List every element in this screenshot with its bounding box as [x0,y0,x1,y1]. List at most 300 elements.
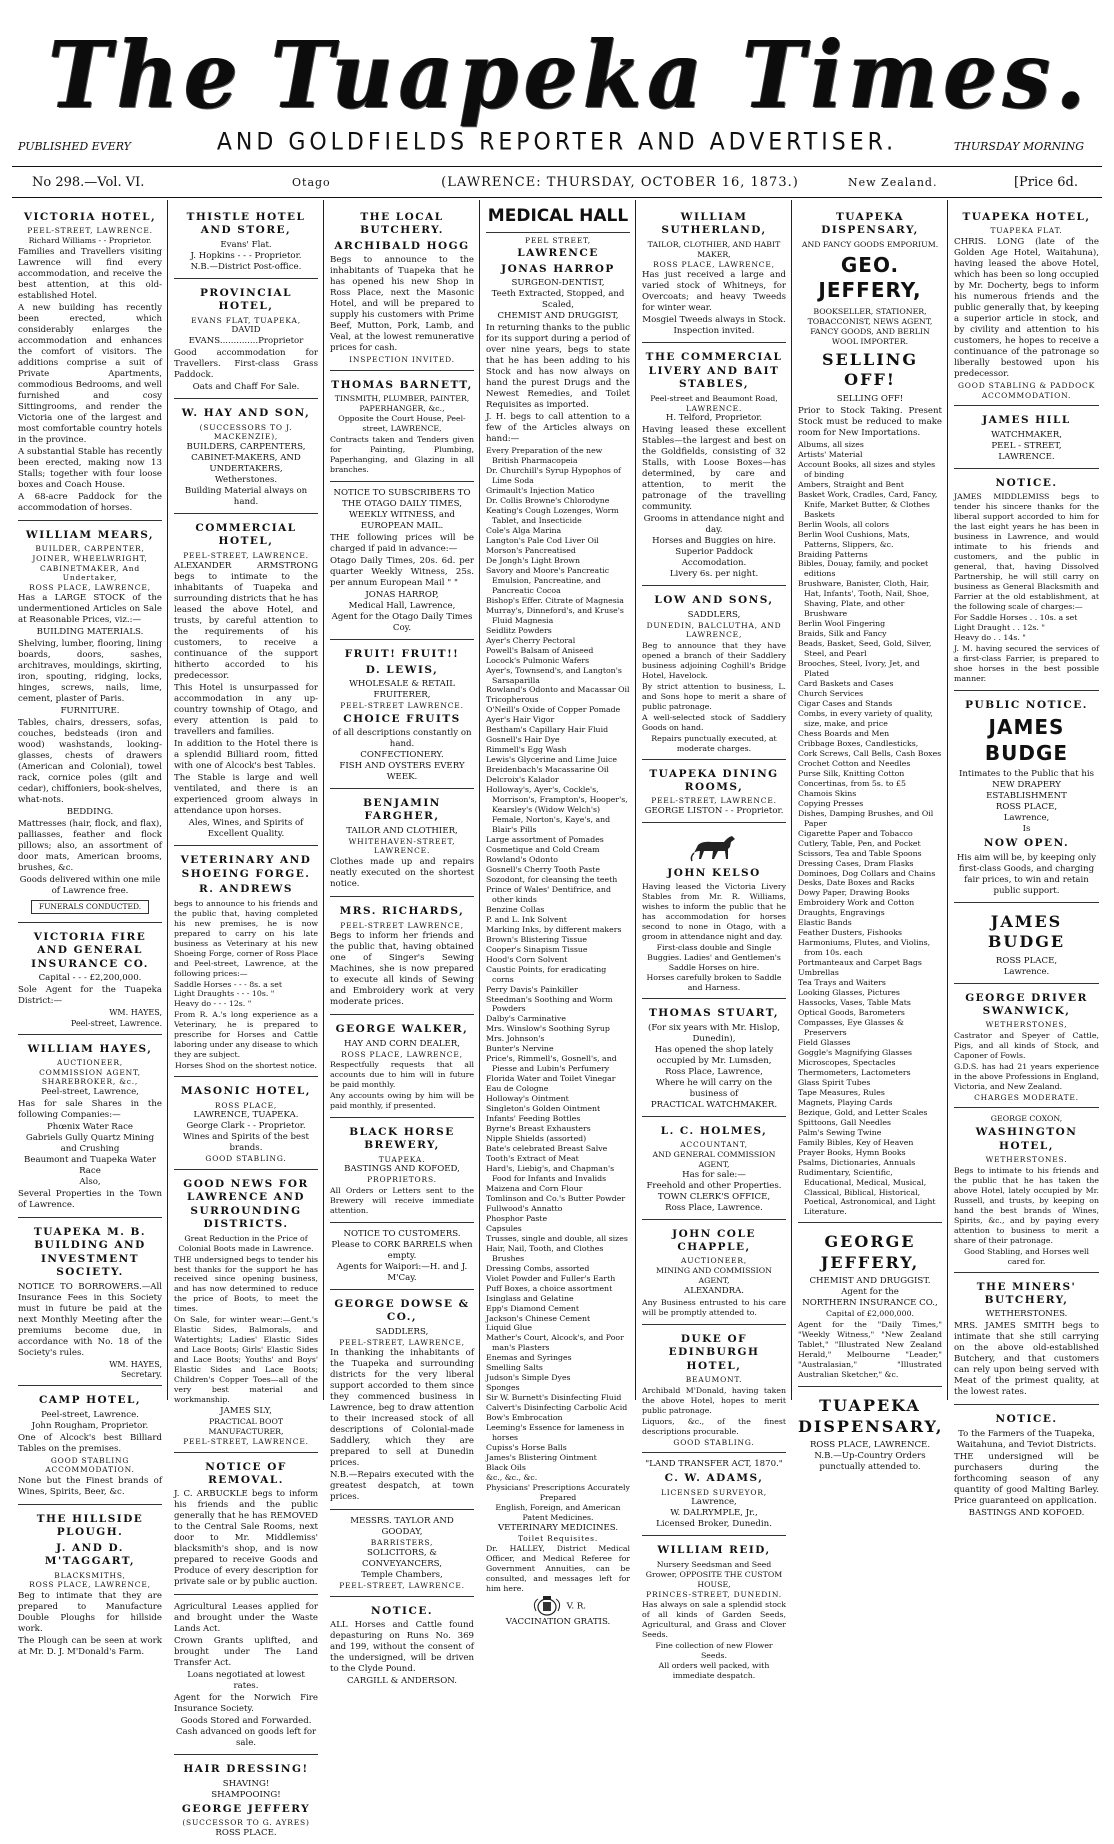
ad-heading: GEORGE JEFFERY [181,1802,311,1815]
list-item: Tooth's Extract of Meat [486,1154,579,1163]
list-item: Crochet Cotton and Needles [798,758,911,768]
list-item: Seidlitz Powders [486,625,552,635]
ad-text: Inspection invited. [673,326,755,337]
ad-address: DUNEDIN, BALCLUTHA, AND LAWRENCE, [646,620,782,640]
ad-text: In addition to the Hotel there is a splendid Billiard room, fitted with one of Alcock's best Tables. [174,739,318,772]
ad-subheading: SOLICITORS, & CONVEYANCERS, [362,1548,442,1569]
list-item: Prayer Books, Hymn Books [798,1147,906,1157]
list-item: Grimault's Injection Matico [486,486,595,496]
issue-date: (LAWRENCE: THURSDAY, OCTOBER 16, 1873.) [441,174,799,190]
ad-heading: GEORGE WALKER, [335,1023,469,1036]
list-item: Cigar Cases and Stands [798,699,893,709]
list-item: Bestham's Capillary Hair Fluid [486,725,609,735]
list-item: Purse Silk, Knitting Cotton [798,768,905,778]
ad-text: N.B.—District Post-office. [190,261,302,272]
ad-text: Archibald M'Donald, having taken the above Hotel, hopes to merit public patronage. [642,1385,786,1415]
list-item: Ayer's, Townsend's, and Langton's Sarsaparilla [486,665,622,685]
ad-heading: TUAPEKA DISPENSARY, [798,1396,944,1436]
ad-address: Ross Place, Lawrence. [665,1202,763,1213]
ad-thistle-hotel [174,206,318,279]
list-item: Caustic Points, for eradicating corns [486,964,607,984]
list-item: Bunter's Nervine [486,1044,554,1054]
ad-heading: W. HAY AND SON, [181,407,311,420]
ad-text: Good accommodation for Travellers. First-class Grass Paddock. [174,348,318,381]
ad-address: PEEL-STREET, LAWRENCE. [651,796,777,806]
ad-subheading: SADDLERS, [687,609,741,620]
ad-heading: NOTICE TO CUSTOMERS. [343,1228,461,1239]
ad-taylor-gooday [330,1513,474,1596]
ad-building-society [18,1221,162,1386]
list-item: Mather's Court, Alcock's, and Poor man's Plasters [486,1333,624,1353]
list-item: Cribbage Boxes, Candlesticks, [798,738,919,748]
ad-low-and-sons [642,589,786,759]
ad-subheading: TINSMITH, PLUMBER, PAINTER, PAPERHANGER, &c., [334,394,470,414]
ad-heading: BLACK HORSE BREWERY, [349,1125,455,1152]
ad-hay-and-son [174,402,318,514]
horse-icon [688,833,740,863]
list-item: Dowy Paper, Drawing Books [798,888,910,898]
ad-heading: FRUIT! FRUIT!! [344,648,460,661]
ad-heading: ARCHIBALD HOGG [334,239,470,252]
ad-text: The Stable is large and well ventilated, and there is an experienced groom always in attendance upon horses. [174,773,318,817]
ad-signature: BASTINGS AND KOFOED. [968,1507,1085,1518]
ad-address: PEEL STREET, [525,235,591,245]
ad-text: Please to CORK BARRELS when empty. [331,1239,473,1261]
list-item: Benzine Collas [486,904,545,914]
ad-address: PEEL-STREET, LAWRENCE. [339,1581,465,1590]
ad-heading: THE COMMERCIAL LIVERY AND BAIT STABLES, [645,351,783,391]
list-item: Delcroix's Kalador [486,775,559,785]
ad-subheading: SURGEON-DENTIST, [511,278,605,289]
ad-text: of all descriptions constantly on hand. [332,728,472,749]
list-item: Church Services [798,689,864,699]
ad-subheading: LICENSED SURVEYOR, [661,1487,767,1497]
ad-capital: Capital - - - £2,200,000. [38,973,142,984]
ad-subheading: SHAMPOOING! [211,1789,281,1800]
ad-text: Castrator and Speyer of Cattle, Pigs, and all kinds of Stock, and Caponer of Fowls. [954,1030,1099,1060]
list-item: Dr. Churchill's Syrup Hypophos of Lime Soda [486,466,621,486]
advert-columns [12,200,1104,1838]
royal-coat-of-arms-icon [530,1595,564,1617]
list-item: &c., &c., &c. [486,1473,538,1482]
ad-james-hill [954,409,1099,468]
ad-text: JAMES MIDDLEMISS begs to tender his sincere thanks for the liberal support accorded to him for the last eight years he has been in business in Lawrence, and would intimate to his friends and customers, and the public in general, that, having Dissolved Partnership, he will still carry on business as General Blacksmith and Farrier at the old establishment, at the following scale of charges:— [954,492,1099,611]
column-6 [792,200,948,1473]
ad-heading: TUAPEKA M. B. BUILDING AND INVESTMENT SOCIETY. [33,1226,147,1279]
ad-text: J. H. begs to call attention to a few of the Articles always on hand:— [486,412,630,445]
list-item: Cooper's Sinapism Tissue [486,944,588,954]
ad-text: His aim will be, by keeping only first-class Goods, and charging fair prices, to win and retain public support. [956,852,1097,896]
ad-text: THE undersigned begs to tender his best thanks for the support he has received since opening business, and has now determined to reduce the price of Boots, to meet the times. [174,1254,318,1314]
ad-washington-hotel [954,1111,1099,1272]
ad-subheading: CHEMIST AND DRUGGIST, [497,311,619,322]
list-item: Phosphor Paste [486,1213,548,1223]
ad-heading: L. C. HOLMES, [660,1124,768,1137]
ad-text: On Sale, for winter wear:—Gent.'s Elastic Sides, Balmorals, and Watertights; Ladies' Elastic Sides and Lace Boots; Girls' Elastic Sides and Lace Boots; Youths' and Boys' Elastic Sides and Lace Boots; Children's Copper Toes—all of the very best material and workmanship. [174,1315,318,1405]
ad-signature: JONAS HARROP, [365,590,439,601]
list-item: Langton's Pale Cod Liver Oil [486,535,599,545]
ad-heading: VETERINARY AND SHOEING FORGE. [180,854,312,880]
ad-price-line: Saddle Horses - - - 8s. a set [174,979,283,989]
list-item: Rimmell's Egg Wash [486,745,567,755]
list-item: Gosnell's Cherry Tooth Paste [486,864,601,874]
ad-signature: PRACTICAL BOOT MANUFACTURER, [208,1417,284,1437]
list-item: Card Baskets and Cases [798,679,894,689]
ad-text: N.B.—Up-Country Orders punctually attended to. [814,1451,926,1473]
ad-subheading: SELLING OFF! [836,393,904,404]
dateline [12,166,1102,198]
list-item: Draughts, Engravings [798,908,885,918]
column-5 [636,200,792,1680]
list-item: Berlin Wool Fingering [798,619,886,629]
list-item: Dalby's Carminative [486,1014,566,1024]
list-item: Hood's Corn Solvent [486,954,568,964]
ad-text: Mosgiel Tweeds always in Stock. [642,315,786,326]
ad-subheading: MINING AND COMMISSION AGENT, [656,1266,772,1285]
list-item: Florida Water and Toilet Vinegar [486,1074,616,1084]
ad-text: Begs to intimate to his friends and the public that he has taken the above Hotel, lately occupied by Mr. Russell, and trusts, by keeping on hand the best brands of Wines, Spirits, &c., and by paying every attention to business to merit a share of their patronage. [954,1165,1099,1245]
column-2 [168,200,324,1838]
thursday-morning-label: THURSDAY MORNING [953,140,1084,153]
ad-subheading: NEW DRAPERY ESTABLISHMENT [986,780,1067,802]
ad-town: LAWRENCE [517,247,599,260]
list-item: Locock's Pulmonic Wafers [486,655,590,665]
list-item: Sponges [486,1383,520,1393]
list-item: Glass Spirit Tubes [798,1077,871,1087]
ad-text: Repairs punctually executed, at moderate charges. [651,733,777,753]
ad-address: WETHERSTONES. [985,1309,1068,1320]
ad-address: Evans' Flat. [220,239,272,250]
ad-text: Has for sale Shares in the following Companies:— [18,1099,162,1120]
ad-address: ROSS PLACE, LAWRENCE, [653,259,775,269]
ad-text: Beg to announce that they have opened a branch of their Saddlery business adjoining Coghill's Bridge Hotel, Havelock. [642,640,786,680]
ad-subheading: AUCTIONEER, [681,1256,747,1266]
list-item: Artists' Material [798,449,863,459]
ad-camp-hotel [18,1389,162,1505]
ad-duke-of-edinburgh [642,1328,786,1453]
list-item: Harmoniums, Flutes, and Violins, from 10s. each [798,938,931,958]
list-item: Looking Glasses, Pictures [798,988,900,998]
ad-miners-butchery [954,1276,1099,1406]
list-item: Concertinas, from 5s. to £5 [798,778,906,788]
ad-text: G.D.S. has had 21 years experience in the above Professions in England, Victoria, and New Zealand. [954,1061,1099,1091]
list-item: Hassocks, Vases, Table Mats [798,998,911,1008]
ad-text: Has a LARGE STOCK of the undermentioned Articles on Sale at Reasonable Prices, viz.:— [18,593,162,626]
ad-george-dowse [330,1293,474,1510]
list-item: P. and L. Ink Solvent [486,914,567,924]
ad-subheading: BUILDER, CARPENTER, JOINER, WHEELWRIGHT, CABINETMAKER, And Undertaker, [32,544,148,583]
issue-price: [Price 6d. [1013,174,1078,190]
ad-text: Great Reduction in the Price of Colonial Boots made in Lawrence. [178,1233,314,1253]
list-item: Umbrellas [798,968,839,978]
ad-text: One of Alcock's best Billiard Tables on the premises. [18,1432,162,1454]
list-item: Braids, Silk and Fancy [798,629,887,639]
list-item: Beads, Basket, Seed, Gold, Silver, Steel, and Pearl [798,639,932,659]
ad-subheading: BEAUMONT. [685,1375,743,1385]
ad-proprietor: DAVID EVANS..............Proprietor [188,325,304,347]
ad-list-item: Also, [79,1177,101,1187]
ad-address: Peel-street and Beaumont Road, [650,393,778,403]
ad-text: Toilet Requisites. [517,1533,599,1543]
ad-text: (For six years with Mr. Hislop, Dunedin), [648,1022,780,1044]
ad-notice-customers [330,1226,474,1290]
list-item: Ayer's Cherry Pectoral [486,635,576,645]
ad-address: Lawrence, [691,1497,737,1508]
ad-text: Agent for the "Daily Times," "Weekly Witness," "New Zealand Tablet," "Illustrated New Zealand Herald," Melbourne "Leader," "Australasian," "Illustrated Australian Sketcher," &c. [798,1320,942,1380]
list-item: Holloway's Ointment [486,1094,569,1104]
ad-price-line: Light Draughts - - - 10s. " [174,989,275,999]
ad-text: Is [1022,824,1031,835]
ad-text: Begs to inform her friends and the public that, having obtained one of Singer's Sewing Machines, she is now prepared to execute all kinds of Sewing and Embroidery work at very moderate prices. [330,931,474,1008]
list-item: Mrs. Johnson's [486,1034,545,1044]
ad-address: TUAPEKA FLAT. [990,226,1063,236]
ad-signature: Peel-street, Lawrence. [70,1018,162,1028]
ad-text: BASTINGS AND KOFOED, [344,1164,460,1175]
ad-local-butchery [330,206,474,371]
list-item: Dressing Combs, assorted [486,1263,590,1273]
ad-text: Having leased the Victoria Livery Stables from Mr. R. Williams, wishes to inform the public that he has accommodation for horses second to none in Otago, with a groom in attendance night and day. [642,882,786,942]
list-item: Gosnell's Hair Dye [486,735,560,745]
list-item: Tomlinson and Co.'s Butter Powder [486,1193,626,1203]
list-item: Family Bibles, Key of Heaven [798,1137,914,1147]
ad-text: Crown Grants uplifted, and brought under The Land Transfer Act. [174,1636,318,1669]
ad-hair-dressing [174,1758,318,1843]
ad-text: By strict attention to business, L. and Sons hope to merit a share of public patronage. [642,681,786,711]
ad-text: Ales, Wines, and Spirits of Excellent Quality. [188,818,304,840]
ad-text: In returning thanks to the public for its support during a period of over nine years, begs to state that he has been adding to his Stock and has now always on hand the purest Drugs and the Newest Remedies, and Toilet Requisites as imported. [486,323,630,411]
ad-list-item: Phœnix Water Race [47,1122,133,1132]
ad-price-line: Heavy do . . 14s. " [954,632,1026,642]
ad-text: Prior to Stock Taking. Present Stock must be reduced to make room for New Importations. [798,405,942,438]
ad-address: ROSS PLACE, LAWRENCE, [29,1580,151,1590]
list-item: Bezique, Gold, and Letter Scales [798,1107,928,1117]
dateline-otago: Otago [292,175,331,189]
ad-heading: DUKE OF EDINBURGH HOTEL, [668,1332,760,1372]
ad-signature: Agent for the Otago Daily Times Coy. [331,612,473,634]
ad-big-heading: JAMES BUDGE [987,911,1066,952]
ad-list-item: Gabriels Gully Quartz Mining and Crushing [25,1133,155,1154]
ad-victoria-fire-insurance [18,926,162,1035]
ad-address: Wetherstones. [214,474,278,485]
list-item: Scissors, Tea and Table Spoons [798,848,922,858]
ad-subheading: BUILDERS, CARPENTERS, CABINET-MAKERS, AND UNDERTAKERS, [186,441,306,474]
ad-george-walker [330,1018,474,1118]
ad-address: PEEL-STREET LAWRENCE. [340,700,464,710]
list-item: Bishop's Effer. Citrate of Magnesia [486,595,624,605]
ad-address: Ross Place, Lawrence, [665,1066,763,1077]
list-item: Mrs. Winslow's Soothing Syrup [486,1024,610,1034]
ad-price-line: For Saddle Horses . . 10s. a set [954,612,1078,622]
list-item: Breidenbach's Macassarine Oil [486,765,609,775]
list-item: Thermometers, Lactometers [798,1067,911,1077]
ad-address: PEEL-STREET, LAWRENCE. [183,550,309,560]
ad-heading: GEORGE DRIVER SWANWICK, [965,991,1088,1017]
ad-text: All orders well packed, with immediate despatch. [658,1661,770,1680]
ad-text: Any Business entrusted to his care will be promptly attended to. [642,1297,786,1317]
ad-text: Freehold and other Properties. [646,1180,782,1191]
ad-commercial-hotel [174,517,318,846]
ad-subheading: GEORGE COXON, [990,1114,1063,1124]
list-item: Cole's Alga Marina [486,525,562,535]
list-item: Embroidery Work and Cotton [798,898,915,908]
list-item: Combs, in every variety of quality, size, make, and price [798,709,933,728]
list-item: Goggle's Magnifying Glasses [798,1047,913,1057]
ad-text: J. C. ARBUCKLE begs to inform his friends and the public generally that he has REMOVED to the Central Sale Rooms, next door to Mr. Middlemiss' blacksmith's shop, and is now prepared to receive Goods and Produce of every description for private sale or by public auction. [174,1489,318,1588]
ad-text: CONFECTIONERY. [360,750,444,760]
list-item: Isinglass and Gelatine [486,1293,574,1303]
ad-text: NORTHERN INSURANCE CO., [802,1298,938,1309]
ad-text: Goods delivered within one mile of Lawrence free. [19,875,161,897]
ad-land-transfer [642,1456,786,1536]
ad-agricultural-leases [174,1598,318,1755]
ad-text: Horses Shod on the shortest notice. [175,1061,317,1071]
list-item: Chess Boards and Men [798,728,890,738]
ad-subheading: TUAPEKA. [378,1154,426,1164]
ad-heading: THE MINERS' BUTCHERY, [976,1280,1077,1306]
ad-signature: WM. HAYES, [109,1008,162,1018]
masthead [0,0,1114,170]
ad-text: Licensed Broker, Dunedin. [656,1519,772,1530]
ad-signature: Medical Hall, Lawrence, [348,601,456,612]
ad-text: PROPRIETORS. [367,1175,437,1185]
ad-section-heading: CHOICE FRUITS [343,712,461,725]
ad-text: English, Foreign, and American Patent Medicines. [495,1502,621,1522]
ad-price-line: Light Draught . . 12s. " [954,622,1045,632]
ad-subheading: HAY AND CORN DEALER, [344,1038,460,1049]
list-item: Cigarette Paper and Tobacco [798,828,913,838]
ad-text: ALL Horses and Cattle found depasturing on Runs No. 369 and 199, without the consent of the undersigned, will be driven to the Clyde Pound. [330,1620,474,1675]
ad-text: In thanking the inhabitants of the Tuapeka and surrounding districts for the very liberal support accorded to them since they commenced business in Lawrence, beg to draw attention to their increased stock of all descriptions of Colonial-made Saddlery, which they are prepared to sell at Dunedin prices. [330,1348,474,1469]
ad-heading: NOTICE. [371,1604,433,1617]
ad-james-budge-2 [954,906,1099,984]
ad-text: N.B.—Repairs executed with the greatest despatch, at town prices. [330,1470,474,1503]
ad-text: A new building has recently been erected, which considerably enlarges the accommodation and enhances the comfort of visitors. The additions comprise a suit of Private Apartments, commodious Bedrooms, and well furnished and cosy Sittingrooms, and render the Victoria one of the largest and most comfortable country hotels in the province. [18,303,162,445]
list-item: Rowland's Odonto [486,854,558,864]
list-item: Trusses, single and double, all sizes [486,1233,628,1243]
ad-william-sutherland [642,206,786,343]
newspaper-subtitle: AND GOLDFIELDS REPORTER AND ADVERTISER. [216,128,898,157]
list-item: James's Blistering Ointment [486,1453,597,1463]
list-item: Chamois Skins [798,788,857,798]
ad-address: Peel-street, Lawrence, [41,1087,139,1097]
ad-text: Capital of £2,000,000. [825,1309,915,1319]
ad-heading: TUAPEKA DINING ROOMS, [649,767,779,793]
ad-subheading: WHOLESALE & RETAIL FRUITERER, [349,678,455,700]
list-item: Tricopherous [486,695,539,705]
ad-address: EVANS FLAT, TUAPEKA, [191,315,301,325]
list-item: Capsules [486,1223,522,1233]
ad-thomas-stuart [642,1002,786,1116]
list-item: Maizena and Corn Flour [486,1183,583,1193]
list-item: De Jongh's Light Brown [486,555,580,565]
ad-heading: THOMAS BARNETT, [331,378,473,391]
ad-signature: Secretary. [120,1369,162,1379]
list-item: Calvert's Disinfecting Carbolic Acid [486,1403,628,1413]
ad-signature: JAMES SLY, [220,1406,272,1417]
ad-heading: PROVINCIAL HOTEL, [199,286,293,313]
list-item: Account Books, all sizes and styles of binding [798,459,936,479]
ad-tuapeka-dispensary [798,1390,942,1478]
ad-subheading: AUCTIONEER, [57,1058,123,1068]
ad-text: Agents for Waipori:—H. and J. M'Cay. [336,1261,468,1283]
ad-text: Beg to intimate that they are prepared to Manufacture Double Ploughs for hillside work. [18,1590,162,1634]
list-item: Optical Goods, Barometers [798,1008,905,1018]
list-item: Morson's Pancreatised [486,545,576,555]
list-item: Holloway's, Ayer's, Cockle's, Morrison's, Frampton's, Hooper's, Kearsley's (Widow Welch's) Female, Norton's, Kaye's, and Blair's Pills [486,785,628,835]
list-item: Dr. Collis Browne's Chlorodyne [486,496,610,506]
ad-text: Has opened the shop lately occupied by Mr. Lumsden, [654,1044,774,1066]
ad-text: FISH AND OYSTERS EVERY WEEK. [339,761,465,782]
ad-text: Dr. HALLEY, District Medical Officer, and Medical Referee for Government Annuities, can be consulted, and messages left for him here. [486,1544,630,1594]
ad-address: ROSS PLACE, [995,955,1058,966]
ad-good-news-boots [174,1173,318,1453]
ad-proprietor: J. Hopkins - - - Proprietor. [190,250,302,261]
ad-tuapeka-hotel [954,206,1099,406]
ad-william-mears [18,524,162,923]
ad-signature: WM. HAYES, [109,1359,162,1369]
ad-heading: WILLIAM REID, [657,1544,771,1557]
royal-arms-line [486,1595,630,1617]
list-item: Magnets, Playing Cards [798,1097,893,1107]
list-item: Sir W. Burnett's Disinfecting Fluid [486,1393,622,1403]
ad-subheading: SHAVING! [222,1778,270,1789]
list-item: Copying Presses [798,798,864,808]
ad-text: Shelving, lumber, flooring, lining boards, doors, sashes, architraves, mouldings, skirting, iron, spouting, ridging, locks, hinges, screws, nails, lime, cement, plaster of Paris. [18,639,162,705]
list-item: Brushware, Banister, Cloth, Hair, Hat, Infants', Tooth, Nail, Shoe, Shaving, Plate, and other Brushware [798,579,930,619]
ad-subheading: (SUCCESSORS TO J. MACKENZIE), [199,422,293,442]
list-item: Elastic Bands [798,918,852,928]
ad-notice-of-removal [174,1456,318,1596]
ad-price-line: Heavy do - - - 12s. " [174,999,252,1009]
ad-text: GOOD STABLING. [673,1437,755,1447]
column-3 [324,200,480,1687]
ad-heading: NOTICE TO SUBSCRIBERS TO THE OTAGO DAILY TIMES, WEEKLY WITNESS, and EUROPEAN MAIL. [333,488,471,532]
ad-provincial-hotel [174,282,318,399]
ad-proprietor: GEORGE LISTON - - Proprietor. [644,806,784,817]
ad-section-heading: BUILDING MATERIALS. [36,627,144,638]
ad-subheading: NOW OPEN. [983,837,1070,850]
funerals-box: FUNERALS CONDUCTED. [31,900,148,914]
ad-text: Good Stabling, and Horses well cared for. [964,1246,1089,1266]
ad-heading: JAMES HILL [982,414,1071,427]
list-item: Berlin Wool Cushions, Mats, Patterns, Slippers, &c. [798,529,910,549]
list-item: Keating's Cough Lozenges, Worm Tablet, and Insecticide [486,506,619,525]
ad-subheading: TAILOR, CLOTHIER, AND HABIT MAKER, [647,239,781,259]
ad-heading: JOHN COLE CHAPPLE, [672,1227,756,1253]
list-item: Cork Screws, Call Bells, Cash Boxes [798,748,942,758]
ad-subheading: TAILOR AND CLOTHIER, [346,825,458,836]
ad-section-heading: BEDDING. [66,807,114,818]
ad-address: ALEXANDRA. [683,1285,745,1296]
vr-mark: V. R. [566,1601,587,1612]
ad-text: Families and Travellers visiting Lawrence will find every accommodation, and receive the best attention, at this old-established Hotel. [18,247,162,301]
ad-heading: C. W. ADAMS, [664,1472,764,1485]
ad-text: Agricultural Leases applied for and brought under the Waste Lands Act. [174,1602,318,1635]
ad-text: Agent for the Norwich Fire Insurance Society. [174,1693,318,1715]
list-item: Price's, Rimmell's, Gosnell's, and Piesse and Lubin's Perfumery [486,1054,617,1074]
list-item: Feather Dusters, Fishooks [798,928,902,938]
ad-subheading: COMMISSION AGENT, SHAREBROKER, &c., [39,1067,141,1087]
list-item: Every Preparation of the new British Pharmacopeia [486,446,603,466]
ad-subheading: CHEMIST AND DRUGGIST. [809,1276,931,1287]
ad-text: Horses carefully broken to Saddle and Harness. [646,973,782,993]
ad-heading: WILLIAM MEARS, [25,529,155,541]
list-item: Hard's, Liebig's, and Chapman's Food for Infants and Invalids [486,1163,615,1183]
ad-heading: VICTORIA FIRE AND GENERAL INSURANCE CO. [31,931,149,970]
ad-text: Several Properties in the Town of Lawrence. [18,1189,162,1210]
list-item: Tape Measures, Rules [798,1087,885,1097]
ad-text: THE following prices will be charged if paid in advance:— [330,533,474,555]
